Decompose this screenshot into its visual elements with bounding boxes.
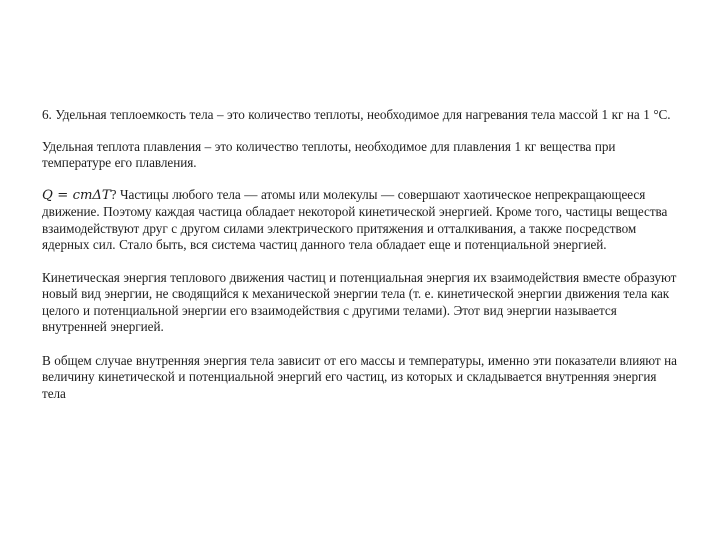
paragraph-specific-heat: 6. Удельная теплоемкость тела – это количество теплоты, необходимое для нагревания тела массой 1 кг на 1 °С.	[42, 107, 671, 122]
paragraph-latent-heat-fusion: Удельная теплота плавления – это количество теплоты, необходимое для плавления 1 кг вещества при температуре его плавления.	[42, 139, 616, 171]
paragraph-particle-energy	[42, 187, 682, 254]
heat-formula: Q = cmΔT	[42, 188, 111, 203]
paragraph-particle-energy-text: ? Частицы любого тела — атомы или молекулы — совершают хаотическое непрекращающееся движение. Поэтому каждая частица обладает некоторой кинетической энергией. Кроме того, частицы вещества взаимодействуют друг с другом силами электрического притяжения и отталкивания, а также посредством ядерных сил. Стало быть, вся система частиц данного тела обладает еще и потенциальной энергией.	[42, 187, 668, 253]
paragraph-internal-energy-dependence: В общем случае внутренняя энергия тела зависит от его массы и температуры, именно эти показатели влияют на величину кинетической и потенциальной энергий его частиц, из которых и складывается внутренняя энергия тела	[42, 353, 677, 401]
paragraph-internal-energy-definition: Кинетическая энергия теплового движения частиц и потенциальная энергия их взаимодействия вместе образуют новый вид энергии, не сводящийся к механической энергии тела (т. е. кинетической энергии движения тела как целого и потенциальной энергии его взаимодействия с другими телами). Этот вид энергии называется внутренней энергией.	[42, 270, 677, 335]
